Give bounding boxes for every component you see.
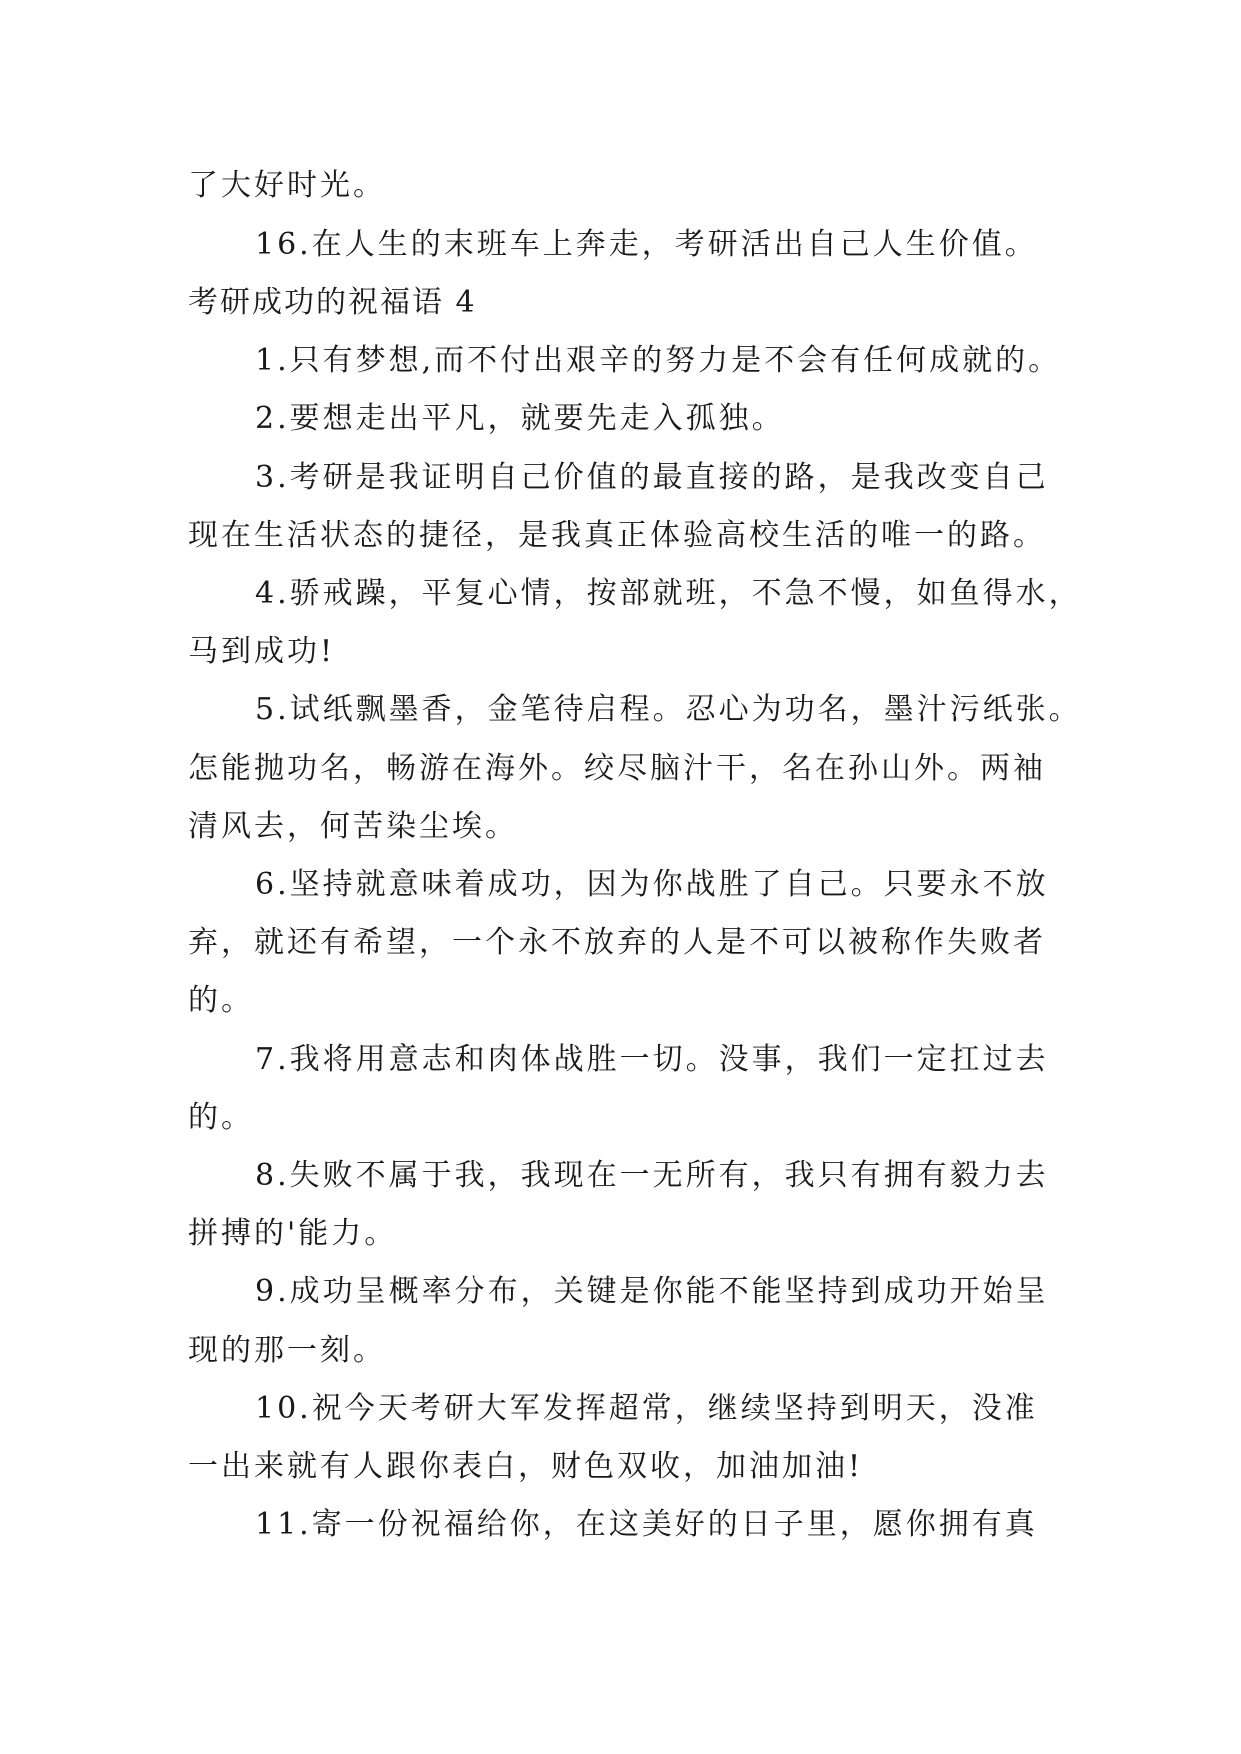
text-line: 现的那一刻。 — [188, 1333, 386, 1368]
list-item-11: 11.寄一份祝福给你，在这美好的日子里，愿你拥有真 — [255, 1507, 1038, 1542]
list-item-5: 5.试纸飘墨香，金笔待启程。忍心为功名，墨汁污纸张。 — [255, 692, 1082, 727]
list-item-7: 7.我将用意志和肉体战胜一切。没事，我们一定扛过去 — [255, 1042, 1049, 1077]
list-item-16: 16.在人生的末班车上奔走，考研活出自己人生价值。 — [255, 227, 1038, 262]
list-item-3: 3.考研是我证明自己价值的最直接的路，是我改变自己 — [255, 460, 1049, 495]
list-item-4: 4.骄戒躁，平复心情，按部就班，不急不慢，如鱼得水， — [255, 576, 1082, 611]
text-line: 清风去，何苦染尘埃。 — [188, 809, 518, 844]
text-line: 现在生活状态的捷径，是我真正体验高校生活的唯一的路。 — [188, 518, 1046, 553]
text-line: 拼搏的'能力。 — [188, 1216, 398, 1251]
text-line: 一出来就有人跟你表白，财色双收，加油加油! — [188, 1449, 864, 1484]
text-line: 了大好时光。 — [188, 168, 386, 203]
text-line: 的。 — [188, 1100, 254, 1135]
text-line: 的。 — [188, 983, 254, 1018]
list-item-10: 10.祝今天考研大军发挥超常，继续坚持到明天，没准 — [255, 1391, 1038, 1426]
list-item-2: 2.要想走出平凡，就要先走入孤独。 — [255, 401, 785, 436]
list-item-6: 6.坚持就意味着成功，因为你战胜了自己。只要永不放 — [255, 867, 1049, 902]
text-line: 弃，就还有希望，一个永不放弃的人是不可以被称作失败者 — [188, 925, 1046, 960]
text-line: 怎能抛功名，畅游在海外。绞尽脑汁干，名在孙山外。两袖 — [188, 751, 1046, 786]
section-heading: 考研成功的祝福语 4 — [188, 285, 477, 320]
list-item-8: 8.失败不属于我，我现在一无所有，我只有拥有毅力去 — [255, 1158, 1049, 1193]
list-item-9: 9.成功呈概率分布，关键是你能不能坚持到成功开始呈 — [255, 1274, 1049, 1309]
text-line: 马到成功! — [188, 634, 336, 669]
list-item-1: 1.只有梦想,而不付出艰辛的努力是不会有任何成就的。 — [255, 343, 1062, 378]
